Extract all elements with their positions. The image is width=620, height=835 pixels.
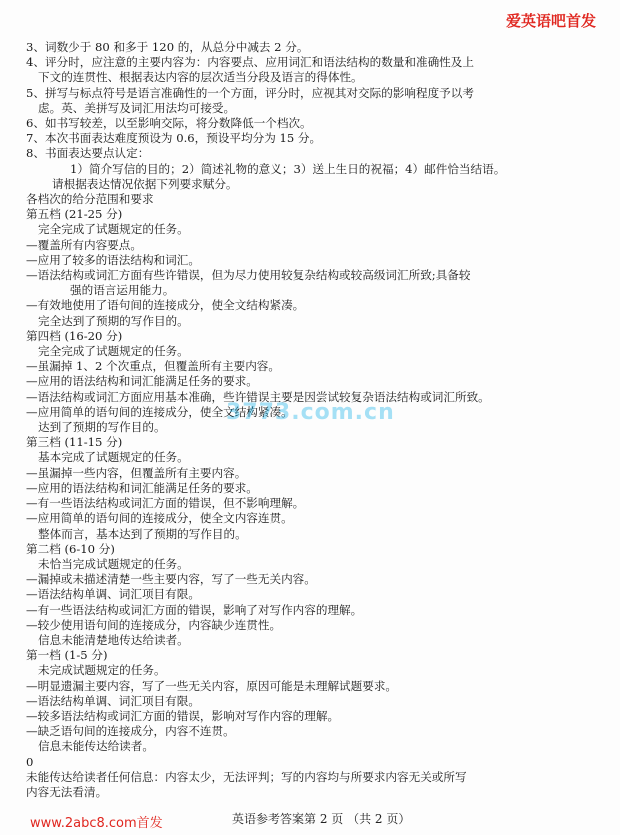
level-title: 第一档 (1-5 分) [26,648,108,663]
levels-intro: 各档次的给分范围和要求 [26,192,154,207]
page-number: 英语参考答案第 2 页 （共 2 页） [232,812,411,826]
level-item: —有效地使用了语句间的连接成分，使全文结构紧凑。 [26,298,305,313]
level-item: —语法结构单调、词汇项目有限。 [26,693,200,708]
level-title: 第四档 (16-20 分) [26,328,123,343]
level-item: —虽漏掉一些内容，但覆盖所有主要内容。 [26,465,247,480]
footer-url: www.2abc8.com首发 [30,816,163,831]
level-title: 第二档 (6-10 分) [26,541,115,556]
level-closing: 信息未能清楚地传达给读者。 [38,632,189,647]
level-summary: 完全完成了试题规定的任务。 [38,344,189,359]
level-item: —有一些语法结构或词汇方面的错误，但不影响理解。 [26,496,305,511]
level-summary: 未恰当完成试题规定的任务。 [38,556,189,571]
level-summary: 未完成试题规定的任务。 [38,663,166,678]
level-item-cont: 强的语言运用能力。 [70,283,175,298]
level-item: —语法结构单调、词汇项目有限。 [26,587,200,602]
level-closing: 完全达到了预期的写作目的。 [38,313,189,328]
level-closing: 整体而言，基本达到了预期的写作目的。 [38,526,247,541]
level-item: —有一些语法结构或词汇方面的错误，影响了对写作内容的理解。 [26,602,363,617]
level-summary: 基本完成了试题规定的任务。 [38,450,189,465]
level-title: 第三档 (11-15 分) [26,435,123,450]
site-watermark: 3773.com.cn [226,400,395,425]
level-item: —缺乏语句间的连接成分，内容不连贯。 [26,724,235,739]
level-item: —较少使用语句间的连接成分，内容缺少连贯性。 [26,617,282,632]
key-points: 1）简介写信的目的；2）简述礼物的意义；3）送上生日的祝福；4）邮件恰当结语。 [70,161,506,176]
level-item: —覆盖所有内容要点。 [26,237,142,252]
key-points-note: 请根据表达情况依据下列要求赋分。 [52,176,238,191]
level-item: —应用的语法结构和词汇能满足任务的要求。 [26,374,258,389]
level-item: —应用了较多的语法结构和词汇。 [26,252,200,267]
rule-8: 8、书面表达要点认定： [26,146,150,161]
rule-4-cont: 下文的连贯性、根据表达内容的层次适当分段及语言的得体性。 [38,70,363,85]
level-item: —语法结构或词汇方面应用基本准确，些许错误主要是因尝试较复杂语法结构或词汇所致。 [26,389,490,404]
brand-watermark: 爱英语吧首发 [505,12,596,30]
level-item: —应用简单的语句间的连接成分，使全文结构紧凑。 [26,404,293,419]
level-summary: 完全完成了试题规定的任务。 [38,222,189,237]
level-item: —应用简单的语句间的连接成分，使全文内容连贯。 [26,511,293,526]
zero-score: 0 [26,754,34,769]
rule-4: 4、评分时，应注意的主要内容为：内容要点、应用词汇和语法结构的数量和准确性及上 [26,55,474,70]
rule-5: 5、拼写与标点符号是语言准确性的一个方面，评分时，应视其对交际的影响程度予以考 [26,85,474,100]
rule-3: 3、词数少于 80 和多于 120 的，从总分中减去 2 分。 [26,40,309,54]
level-item: —明显遗漏主要内容，写了一些无关内容，原因可能是未理解试题要求。 [26,678,398,693]
level-closing: 信息未能传达给读者。 [38,739,154,754]
rule-7: 7、本次书面表达难度预设为 0.6，预设平均分为 15 分。 [26,131,322,146]
level-item: —漏掉或未描述清楚一些主要内容，写了一些无关内容。 [26,572,316,587]
level-item: —语法结构或词汇方面有些许错误，但为尽力使用较复杂结构或较高级词汇所致;具备较 [26,268,471,283]
level-closing: 达到了预期的写作目的。 [38,420,166,435]
level-item: —较多语法结构或词汇方面的错误，影响对写作内容的理解。 [26,708,340,723]
level-item: —应用的语法结构和词汇能满足任务的要求。 [26,480,258,495]
zero-desc-cont: 内容无法看清。 [26,784,108,799]
rule-6: 6、如书写较差，以至影响交际，将分数降低一个档次。 [26,116,312,131]
rule-5-cont: 虑。英、美拼写及词汇用法均可接受。 [38,100,236,115]
zero-desc: 未能传达给读者任何信息：内容太少，无法评判；写的内容均与所要求内容无关或所写 [26,769,467,784]
level-title: 第五档 (21-25 分) [26,207,123,222]
level-item: —虽漏掉 1、2 个次重点，但覆盖所有主要内容。 [26,359,280,374]
